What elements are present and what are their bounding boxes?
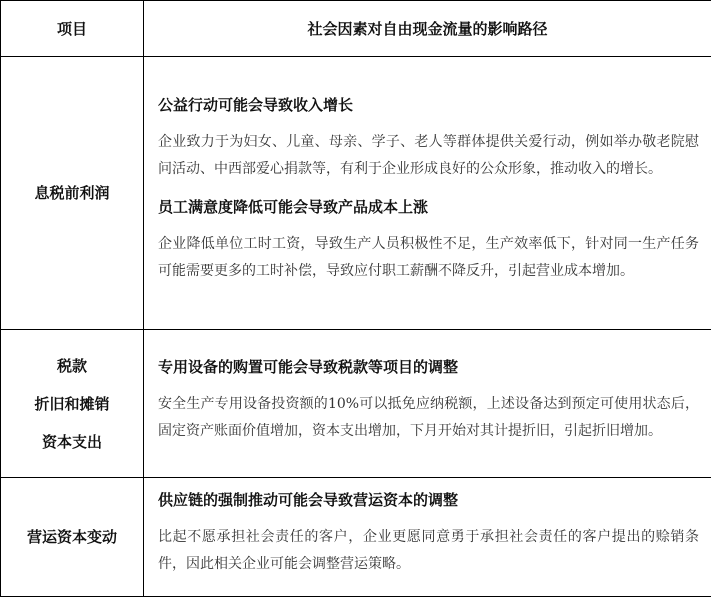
table-row — [1, 330, 711, 478]
header-impact-path: 社会因素对自由现金流量的影响路径 — [144, 1, 711, 57]
section-body: 比起不愿承担社会责任的客户，企业更愿同意勇于承担社会责任的客户提出的赊销条件，因此相关企业可能会调整营运策略。 — [158, 524, 699, 578]
item-cell-working-capital — [1, 478, 144, 597]
section-body: 企业降低单位工时工资，导致生产人员积极性不足，生产效率低下，针对同一生产任务可能需要更多的工时补偿，导致应付职工薪酬不降反升，引起营业成本增加。 — [158, 231, 699, 285]
table-row — [1, 57, 711, 330]
section-title: 专用设备的购置可能会导致税款等项目的调整 — [158, 355, 699, 379]
item-label: 资本支出 — [1, 423, 143, 461]
table-header-row — [1, 1, 711, 57]
section-title: 员工满意度降低可能会导致产品成本上涨 — [158, 195, 699, 219]
item-label: 折旧和摊销 — [1, 385, 143, 423]
section-body: 安全生产专用设备投资额的10%可以抵免应纳税额，上述设备达到预定可使用状态后，固定资产账面价值增加，资本支出增加，下月开始对其计提折旧，引起折旧增加。 — [158, 391, 699, 445]
table-row — [1, 478, 711, 597]
section-title: 供应链的强制推动可能会导致营运资本的调整 — [158, 488, 699, 512]
item-label: 营运资本变动 — [1, 518, 143, 556]
content-cell — [144, 330, 711, 478]
item-label: 税款 — [1, 347, 143, 385]
section-body: 企业致力于为妇女、儿童、母亲、学子、老人等群体提供关爱行动，例如举办敬老院慰问活动、中西部爱心捐款等，有利于企业形成良好的公众形象，推动收入的增长。 — [158, 129, 699, 183]
content-cell — [144, 57, 711, 330]
content-cell — [144, 478, 711, 597]
header-item: 项目 — [1, 1, 144, 57]
section-title: 公益行动可能会导致收入增长 — [158, 93, 699, 117]
item-cell-ebit — [1, 57, 144, 330]
item-label: 息税前利润 — [1, 174, 143, 212]
item-cell-tax-depreciation-capex — [1, 330, 144, 478]
